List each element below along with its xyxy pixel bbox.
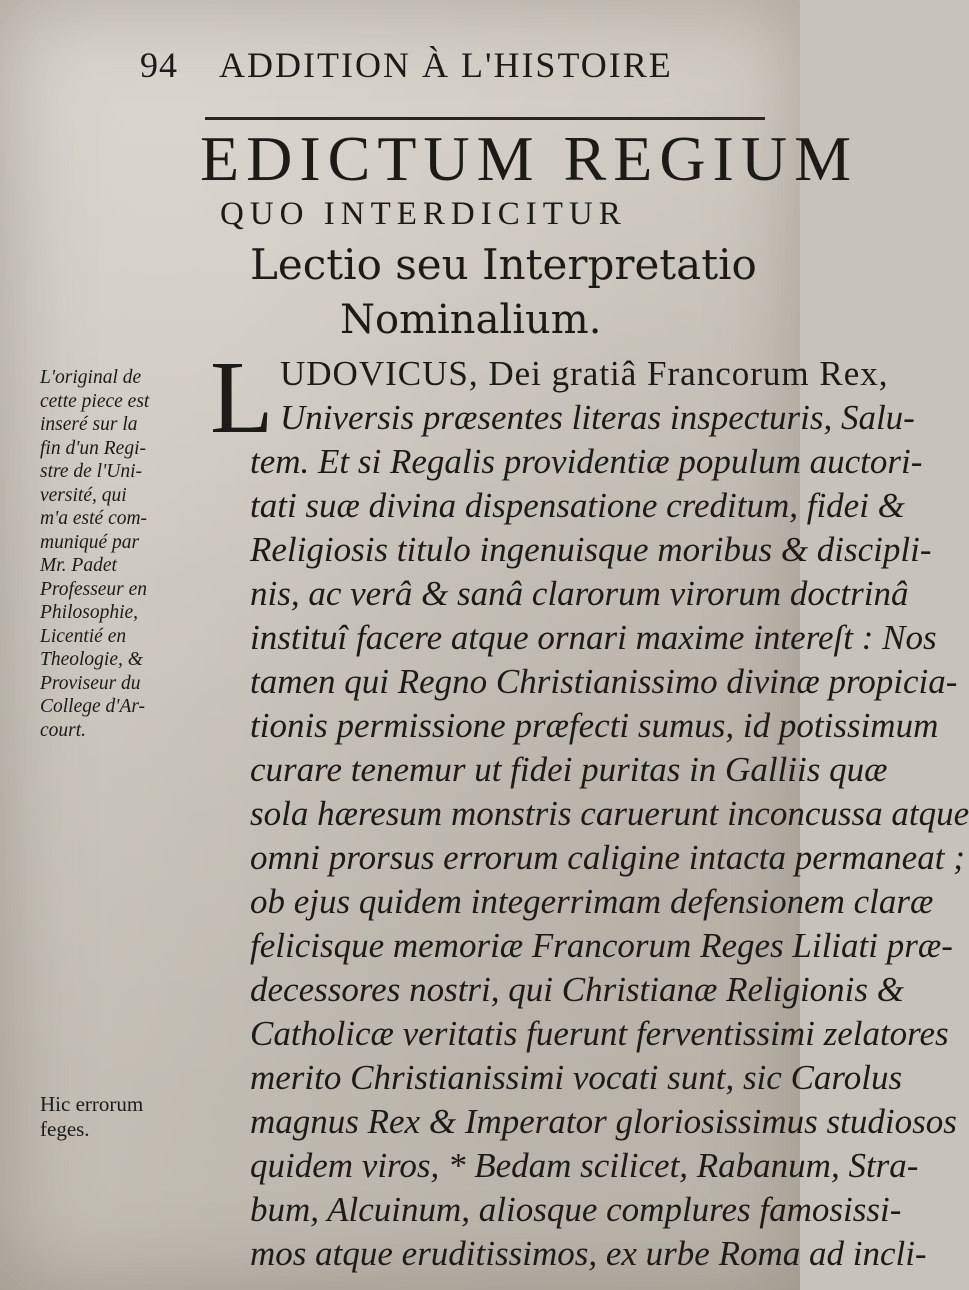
side-note-line: Mr. Padet xyxy=(40,555,117,576)
header-rule xyxy=(205,117,765,120)
body-line: ob ejus quidem integerrimam defensionem claræ xyxy=(250,882,934,921)
side-note-line: versité, qui xyxy=(40,484,127,506)
side-note-line: Proviseur du xyxy=(40,672,141,694)
body-line: curare tenemur ut fidei puritas in Galliis quæ xyxy=(250,750,888,789)
body-line: tati suæ divina dispensatione creditum, fidei & xyxy=(250,486,905,525)
side-note-line: Professeur en xyxy=(40,578,148,600)
body-line: nis, ac verâ & sanâ clarorum virorum doctrinâ xyxy=(250,574,909,613)
side-note-line: court. xyxy=(40,719,87,741)
side-note-line: L'original de xyxy=(40,367,142,388)
body-line: merito Christianissimi vocati sunt, sic Carolus xyxy=(250,1058,903,1097)
body-line: bum, Alcuinum, aliosque complures famosissi- xyxy=(250,1190,902,1229)
side-note-line: Theologie, & xyxy=(40,649,143,670)
body-line: tionis permissione præfecti sumus, id potissimum xyxy=(250,706,939,745)
side-note-source xyxy=(40,366,200,742)
body-line: sola hæresum monstris caruerunt inconcussa atque xyxy=(250,794,969,833)
body-line: decessores nostri, qui Christianæ Religionis & xyxy=(250,970,904,1009)
side-note-errors xyxy=(40,1092,200,1142)
edict-subtitle-line4: Nominalium. xyxy=(340,297,602,343)
body-line: UDOVICUS, Dei gratiâ Francorum Rex, xyxy=(280,354,889,393)
body-line: omni prorsus errorum caligine intacta permaneat ; xyxy=(250,838,965,877)
body-line: Catholicæ veritatis fuerunt ferventissimi zelatores xyxy=(250,1014,949,1053)
side-note-line: m'a esté com- xyxy=(40,508,148,529)
running-head xyxy=(140,44,740,84)
running-head-title: ADDITION À L'HISTOIRE xyxy=(219,45,673,85)
body-line: Religiosis titulo ingenuisque moribus & discipli- xyxy=(250,530,932,569)
edict-subtitle-line3: Lectio seu Interpretatio xyxy=(250,240,757,289)
body-line: Universis præsentes literas inspecturis, Salu- xyxy=(280,398,915,437)
side-note-line: Philosophie, xyxy=(40,602,139,623)
side-note-line: cette piece est xyxy=(40,390,150,412)
body-line: felicisque memoriæ Francorum Reges Liliati præ- xyxy=(250,926,953,965)
side-note-line: fin d'un Regi- xyxy=(40,437,146,459)
body-line: tem. Et si Regalis providentiæ populum auctori- xyxy=(250,442,923,481)
body-line: quidem viros, * Bedam scilicet, Rabanum, Stra- xyxy=(250,1146,919,1185)
side-note-line: stre de l'Uni- xyxy=(40,461,143,482)
body-line: mos atque eruditissimos, ex urbe Roma ad incli- xyxy=(250,1234,927,1273)
body-line: instituî facere atque ornari maxime intereſt : Nos xyxy=(250,618,937,657)
edict-title: EDICTUM REGIUM xyxy=(200,123,858,194)
drop-cap: L xyxy=(210,340,274,455)
side-note-line: Hic errorum xyxy=(40,1092,144,1116)
side-note-line: muniqué par xyxy=(40,531,140,553)
page-number: 94 xyxy=(140,45,178,85)
side-note-line: feges. xyxy=(40,1117,90,1141)
side-note-line: inseré sur la xyxy=(40,414,138,435)
side-note-line: College d'Ar- xyxy=(40,696,146,717)
edict-subtitle: QUO INTERDICITUR xyxy=(220,196,627,232)
body-line: magnus Rex & Imperator gloriosissimus studiosos xyxy=(250,1102,957,1141)
body-line: tamen qui Regno Christianissimo divinæ propicia- xyxy=(250,662,958,701)
side-note-line: Licentié en xyxy=(40,625,127,647)
